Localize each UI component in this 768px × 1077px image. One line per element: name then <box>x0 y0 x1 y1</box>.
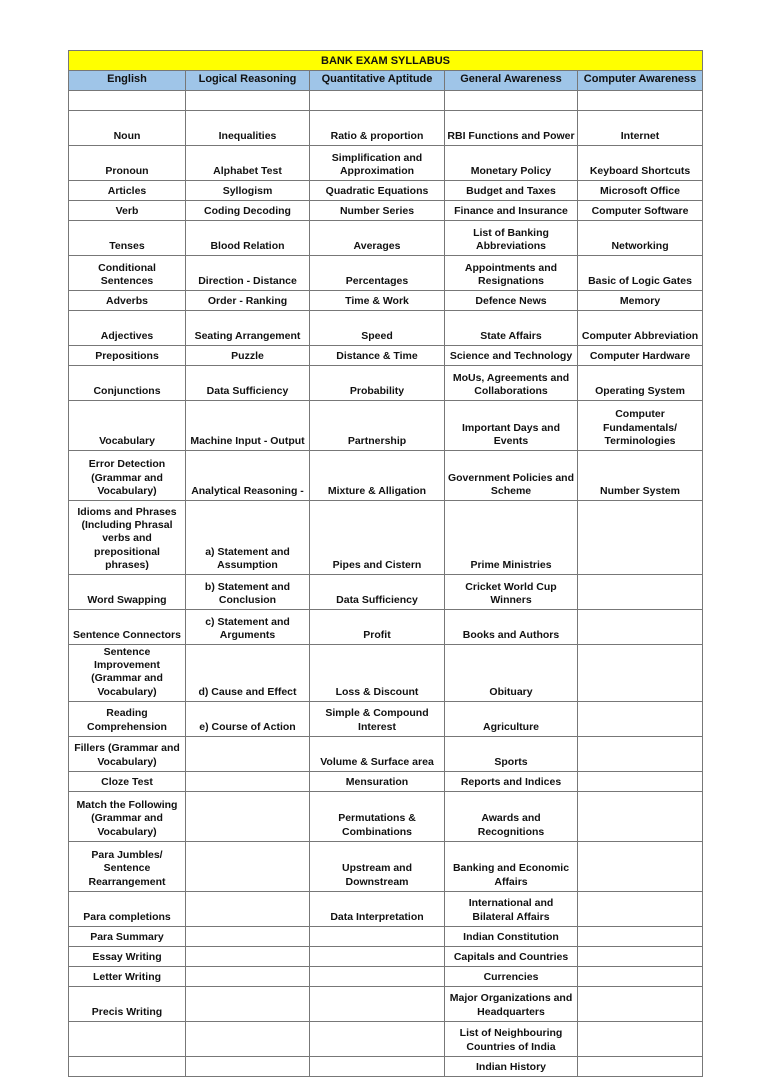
table-cell: State Affairs <box>445 311 578 346</box>
table-cell <box>578 791 703 841</box>
table-cell <box>578 926 703 946</box>
table-cell: Indian History <box>445 1056 578 1076</box>
table-row <box>69 791 703 841</box>
table-cell: Error Detection (Grammar and Vocabulary) <box>69 451 186 501</box>
column-header: Logical Reasoning <box>186 71 310 91</box>
table-cell: Microsoft Office <box>578 181 703 201</box>
table-cell: Time & Work <box>310 291 445 311</box>
table-cell: Computer Fundamentals/ Terminologies <box>578 401 703 451</box>
table-cell <box>310 966 445 986</box>
table-cell: Percentages <box>310 256 445 291</box>
table-cell: Blood Relation <box>186 221 310 256</box>
table-row <box>69 311 703 346</box>
table-cell: Number Series <box>310 201 445 221</box>
table-row <box>69 926 703 946</box>
table-cell: Appointments and Resignations <box>445 256 578 291</box>
column-header: Computer Awareness <box>578 71 703 91</box>
table-cell: Capitals and Countries <box>445 946 578 966</box>
table-cell: Currencies <box>445 966 578 986</box>
table-cell: Vocabulary <box>69 401 186 451</box>
table-cell: Prime Ministries <box>445 501 578 575</box>
table-cell: Volume & Surface area <box>310 736 445 771</box>
table-cell: Mensuration <box>310 771 445 791</box>
table-cell: Alphabet Test <box>186 146 310 181</box>
table-cell: List of Neighbouring Countries of India <box>445 1021 578 1056</box>
table-cell <box>578 610 703 645</box>
table-cell: Major Organizations and Headquarters <box>445 986 578 1021</box>
table-cell <box>578 501 703 575</box>
column-header: General Awareness <box>445 71 578 91</box>
table-cell: Computer Hardware <box>578 346 703 366</box>
table-cell <box>69 1021 186 1056</box>
table-cell: Distance & Time <box>310 346 445 366</box>
table-cell: Simple & Compound Interest <box>310 701 445 736</box>
table-cell: Obituary <box>445 645 578 702</box>
table-cell: Letter Writing <box>69 966 186 986</box>
syllabus-table <box>68 50 703 1077</box>
table-cell <box>69 91 186 111</box>
table-row <box>69 736 703 771</box>
table-cell: Permutations & Combinations <box>310 791 445 841</box>
table-cell <box>578 575 703 610</box>
table-cell: Books and Authors <box>445 610 578 645</box>
table-cell <box>578 966 703 986</box>
table-cell: Ratio & proportion <box>310 111 445 146</box>
table-cell: Prepositions <box>69 346 186 366</box>
table-cell <box>186 771 310 791</box>
table-cell: Computer Software <box>578 201 703 221</box>
table-cell: Tenses <box>69 221 186 256</box>
page-title: BANK EXAM SYLLABUS <box>69 51 703 71</box>
table-cell: Banking and Economic Affairs <box>445 841 578 891</box>
table-cell <box>578 701 703 736</box>
table-cell <box>578 645 703 702</box>
table-cell: Partnership <box>310 401 445 451</box>
table-row <box>69 201 703 221</box>
table-cell: Speed <box>310 311 445 346</box>
table-cell <box>578 1021 703 1056</box>
table-cell: Match the Following (Grammar and Vocabulary) <box>69 791 186 841</box>
table-cell: Coding Decoding <box>186 201 310 221</box>
table-cell: Fillers (Grammar and Vocabulary) <box>69 736 186 771</box>
table-row <box>69 966 703 986</box>
table-row <box>69 891 703 926</box>
table-cell <box>186 986 310 1021</box>
table-cell <box>69 1056 186 1076</box>
table-cell: Analytical Reasoning - <box>186 451 310 501</box>
column-header: English <box>69 71 186 91</box>
table-row <box>69 91 703 111</box>
table-cell: Finance and Insurance <box>445 201 578 221</box>
table-cell <box>186 946 310 966</box>
table-cell: Conditional Sentences <box>69 256 186 291</box>
table-cell <box>186 1056 310 1076</box>
table-cell: List of Banking Abbreviations <box>445 221 578 256</box>
table-row <box>69 986 703 1021</box>
title-row <box>69 51 703 71</box>
table-cell: Precis Writing <box>69 986 186 1021</box>
table-cell: Operating System <box>578 366 703 401</box>
table-row <box>69 645 703 702</box>
table-cell <box>186 91 310 111</box>
table-cell: Sentence Improvement (Grammar and Vocabulary) <box>69 645 186 702</box>
table-cell: Adverbs <box>69 291 186 311</box>
table-row <box>69 841 703 891</box>
table-cell <box>578 736 703 771</box>
table-cell: Loss & Discount <box>310 645 445 702</box>
table-cell <box>186 1021 310 1056</box>
table-cell: Word Swapping <box>69 575 186 610</box>
table-cell: International and Bilateral Affairs <box>445 891 578 926</box>
table-cell: Basic of Logic Gates <box>578 256 703 291</box>
table-cell <box>578 771 703 791</box>
table-cell: Reports and Indices <box>445 771 578 791</box>
table-cell: Data Sufficiency <box>310 575 445 610</box>
table-row <box>69 146 703 181</box>
table-cell <box>578 946 703 966</box>
table-cell: Quadratic Equations <box>310 181 445 201</box>
table-cell: Seating Arrangement <box>186 311 310 346</box>
table-cell: Probability <box>310 366 445 401</box>
table-row <box>69 701 703 736</box>
table-cell: Important Days and Events <box>445 401 578 451</box>
table-cell: Sports <box>445 736 578 771</box>
table-cell: MoUs, Agreements and Collaborations <box>445 366 578 401</box>
table-cell: Upstream and Downstream <box>310 841 445 891</box>
table-row <box>69 771 703 791</box>
table-cell: Essay Writing <box>69 946 186 966</box>
table-cell: Para Jumbles/ Sentence Rearrangement <box>69 841 186 891</box>
table-row <box>69 181 703 201</box>
table-cell: Simplification and Approximation <box>310 146 445 181</box>
table-cell: Sentence Connectors <box>69 610 186 645</box>
table-cell: Cloze Test <box>69 771 186 791</box>
table-row <box>69 221 703 256</box>
table-row <box>69 401 703 451</box>
table-row <box>69 451 703 501</box>
table-row <box>69 1021 703 1056</box>
table-cell: Keyboard Shortcuts <box>578 146 703 181</box>
table-cell <box>310 1056 445 1076</box>
table-row <box>69 610 703 645</box>
table-cell: b) Statement and Conclusion <box>186 575 310 610</box>
table-cell: Syllogism <box>186 181 310 201</box>
table-cell <box>186 891 310 926</box>
table-cell: Idioms and Phrases (Including Phrasal verbs and prepositional phrases) <box>69 501 186 575</box>
table-cell <box>445 91 578 111</box>
table-cell <box>310 986 445 1021</box>
table-cell <box>578 841 703 891</box>
table-cell: Averages <box>310 221 445 256</box>
table-cell: Articles <box>69 181 186 201</box>
table-cell <box>186 736 310 771</box>
table-cell <box>578 986 703 1021</box>
table-row <box>69 256 703 291</box>
table-row <box>69 1056 703 1076</box>
table-cell: Defence News <box>445 291 578 311</box>
table-row <box>69 946 703 966</box>
table-cell: Indian Constitution <box>445 926 578 946</box>
table-cell <box>578 1056 703 1076</box>
table-cell: Order - Ranking <box>186 291 310 311</box>
table-cell: Internet <box>578 111 703 146</box>
table-cell: Science and Technology <box>445 346 578 366</box>
table-cell: Reading Comprehension <box>69 701 186 736</box>
table-row <box>69 575 703 610</box>
table-row <box>69 501 703 575</box>
table-cell: Machine Input - Output <box>186 401 310 451</box>
table-cell: Pronoun <box>69 146 186 181</box>
table-cell: Para completions <box>69 891 186 926</box>
table-row <box>69 291 703 311</box>
column-header: Quantitative Aptitude <box>310 71 445 91</box>
table-cell <box>310 946 445 966</box>
header-row <box>69 71 703 91</box>
table-cell: Inequalities <box>186 111 310 146</box>
table-cell <box>186 966 310 986</box>
table-cell <box>310 91 445 111</box>
table-cell: Noun <box>69 111 186 146</box>
table-cell <box>186 841 310 891</box>
table-cell: Pipes and Cistern <box>310 501 445 575</box>
table-cell: Budget and Taxes <box>445 181 578 201</box>
table-cell: Data Interpretation <box>310 891 445 926</box>
table-cell: Government Policies and Scheme <box>445 451 578 501</box>
table-cell: Computer Abbreviation <box>578 311 703 346</box>
table-cell <box>310 926 445 946</box>
table-row <box>69 366 703 401</box>
table-cell: a) Statement and Assumption <box>186 501 310 575</box>
table-cell: Verb <box>69 201 186 221</box>
table-cell: Puzzle <box>186 346 310 366</box>
table-cell: Memory <box>578 291 703 311</box>
table-cell: Conjunctions <box>69 366 186 401</box>
table-cell: Networking <box>578 221 703 256</box>
table-cell <box>186 926 310 946</box>
table-cell <box>310 1021 445 1056</box>
table-cell <box>186 791 310 841</box>
table-cell: Cricket World Cup Winners <box>445 575 578 610</box>
table-cell: Para Summary <box>69 926 186 946</box>
table-cell: Profit <box>310 610 445 645</box>
table-row <box>69 111 703 146</box>
table-cell: Agriculture <box>445 701 578 736</box>
table-cell <box>578 891 703 926</box>
table-cell: Mixture & Alligation <box>310 451 445 501</box>
table-cell: Data Sufficiency <box>186 366 310 401</box>
table-cell: Number System <box>578 451 703 501</box>
table-cell: Direction - Distance <box>186 256 310 291</box>
table-cell: c) Statement and Arguments <box>186 610 310 645</box>
table-cell: e) Course of Action <box>186 701 310 736</box>
table-cell: d) Cause and Effect <box>186 645 310 702</box>
table-cell: Awards and Recognitions <box>445 791 578 841</box>
table-cell <box>578 91 703 111</box>
table-cell: Adjectives <box>69 311 186 346</box>
table-cell: RBI Functions and Power <box>445 111 578 146</box>
table-cell: Monetary Policy <box>445 146 578 181</box>
table-row <box>69 346 703 366</box>
